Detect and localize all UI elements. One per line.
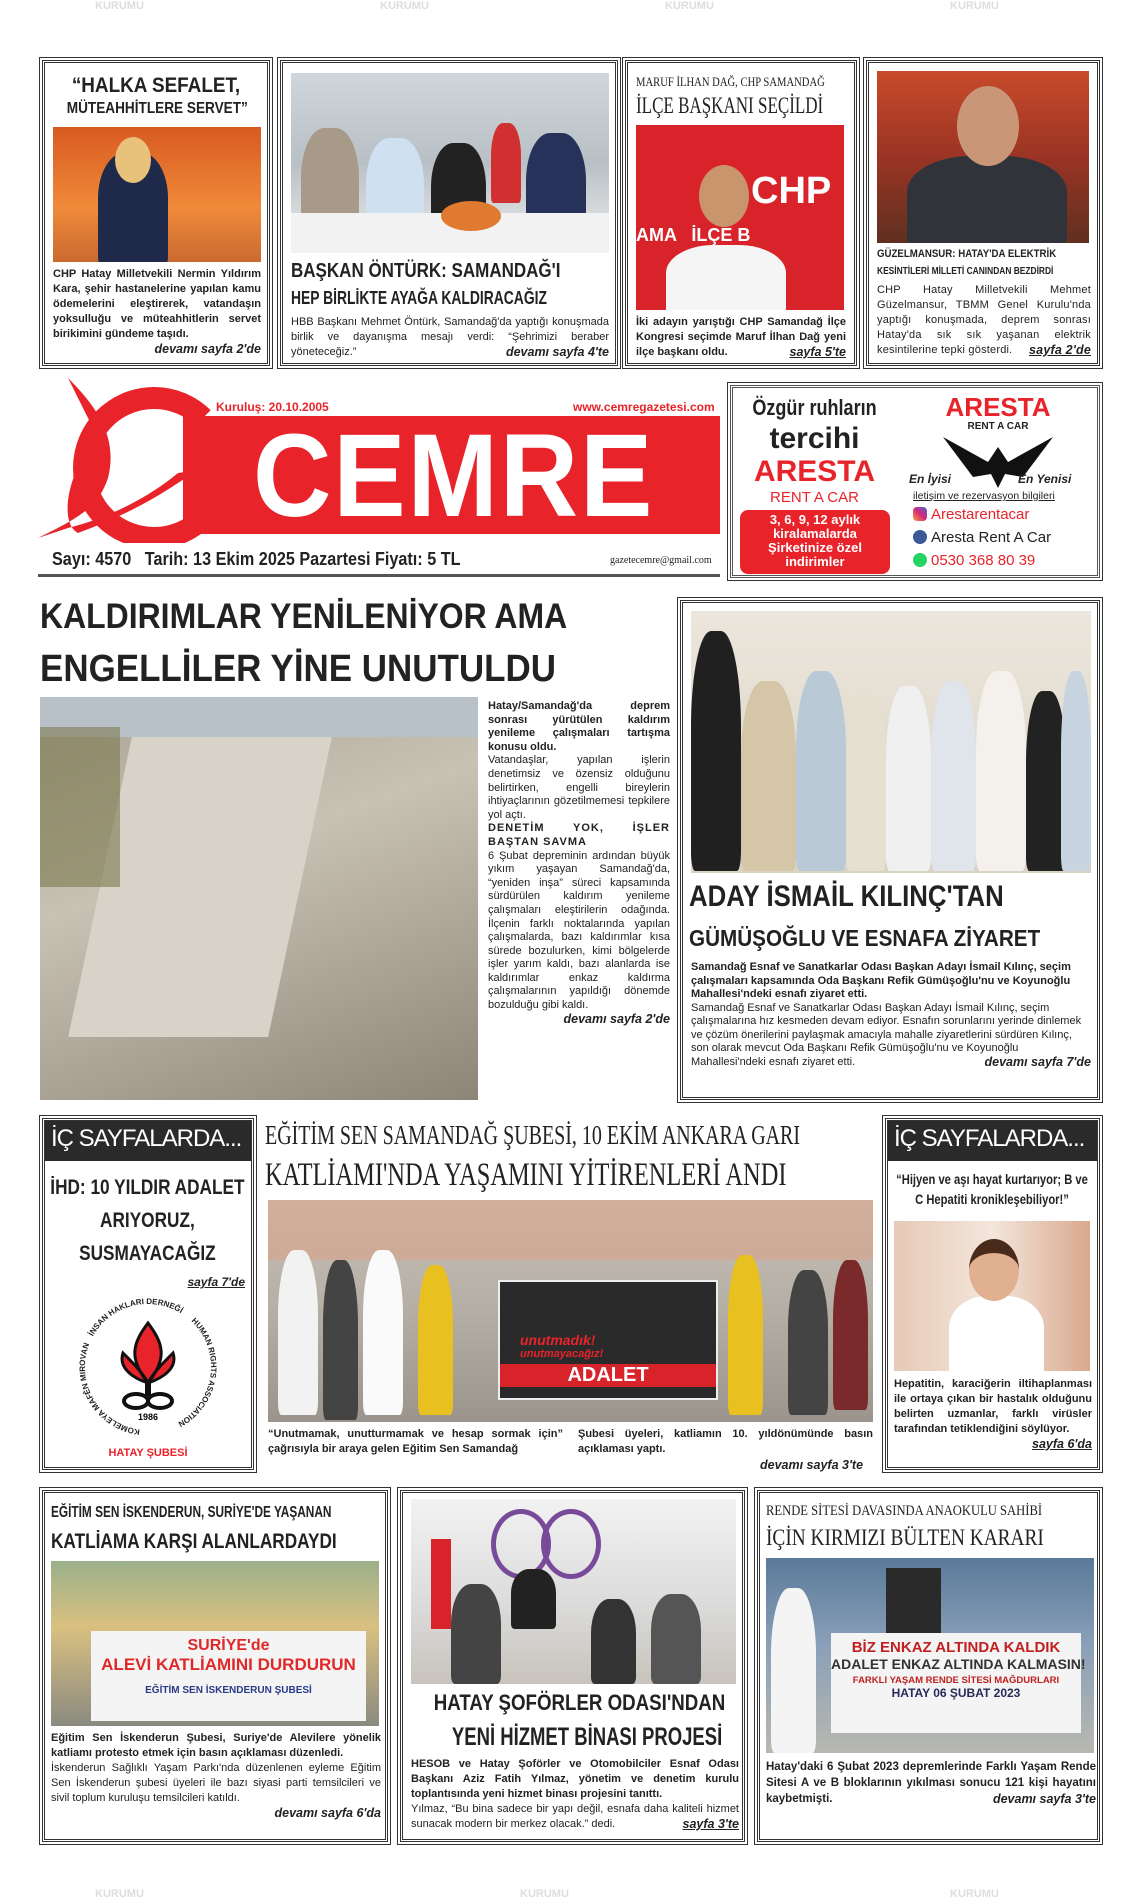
continue-link[interactable]: devamı sayfa 7'de <box>984 1054 1091 1069</box>
continue-link[interactable]: devamı sayfa 6'da <box>274 1806 381 1820</box>
story-body: HBB Başkanı Mehmet Öntürk, Samandağ'da yaptığı konuşmada birlik ve dayanışma mesajı verdi: “Şehrimizi beraber yöneteceğiz.” <box>291 316 609 358</box>
photo-egitim-sen-commemoration <box>268 1200 873 1422</box>
headline: KATLİAMA KARŞI ALANLARDAYDI <box>51 1530 337 1553</box>
ad-text: Özgür ruhların <box>752 395 877 420</box>
headline: EĞİTİM SEN İSKENDERUN, SURİYE'DE YAŞANAN <box>51 1504 332 1521</box>
instagram-contact[interactable]: Arestarentacar <box>913 506 1029 523</box>
continue-link[interactable]: devamı sayfa 2'de <box>563 1011 670 1026</box>
story-rende-sitesi[interactable] <box>757 1490 1100 1842</box>
lead-paragraph: Hatay/Samandağ'da deprem sonrası yürütülen kaldırım yenileme çalışmaları tartışma konusu oldu. <box>488 700 670 753</box>
photo-sidewalk <box>40 697 478 1100</box>
ad-offer: 3, 6, 9, 12 aylık kiralamalarda Şirketinize özel indirimler <box>740 510 890 574</box>
continue-link[interactable]: devamı sayfa 2'de <box>154 342 261 356</box>
headline: “HALKA SEFALET, <box>71 74 241 97</box>
ad-brand: ARESTA <box>753 455 876 488</box>
kicker: MARUF İLHAN DAĞ, CHP SAMANDAĞ <box>636 75 825 89</box>
continue-link[interactable]: devamı sayfa 3'te <box>760 1458 864 1472</box>
ihd-logo-left-text: KOMELEYA MAFÊN MIROVAN <box>77 1341 141 1437</box>
headline: İHD: 10 YILDIR ADALET ARIYORUZ, SUSMAYACAĞIZ <box>50 1176 245 1265</box>
headline: YENİ HİZMET BİNASI PROJESİ <box>451 1723 723 1751</box>
facebook-icon <box>913 530 927 544</box>
story-egitim-sen-iskenderun[interactable] <box>42 1490 388 1842</box>
headline: ADAY İSMAİL KILINÇ'TAN <box>689 880 1004 913</box>
headline: İÇİN KIRMIZI BÜLTEN KARARI <box>766 1525 1044 1550</box>
photo-protest-syria: SURİYE'de ALEVİ KATLİAMINI DURDURUN EĞİTİM SEN İSKENDERUN ŞUBESİ <box>51 1561 379 1726</box>
newspaper-name: CEMRE <box>253 410 655 542</box>
continue-link[interactable]: sayfa 3'te <box>682 1817 739 1831</box>
ad-sub: RENT A CAR <box>770 489 859 506</box>
svg-text:İNSAN HAKLARI DERNEĞİ <box>87 1297 185 1338</box>
photo-rende-protest: BİZ ENKAZ ALTINDA KALDIK ADALET ENKAZ ALTINDA KALMASIN! FARKLI YAŞAM RENDE SİTESİ MAĞDURLARI HATAY 06 ŞUBAT 2023 <box>766 1558 1094 1753</box>
main-headline: ENGELLİLER YİNE UNUTULDU <box>40 648 557 690</box>
ihd-branch: HATAY ŞUBESİ <box>108 1447 188 1459</box>
whatsapp-icon <box>913 553 927 567</box>
paragraph: Vatandaşlar, yapılan işlerin denetimsiz ve özensiz olduğunu belirtirken, engelli bireylerin ihtiyaçlarının gözetilmemesi tepkilere yol açtı. <box>488 754 670 821</box>
story-soforler-odasi[interactable] <box>400 1490 745 1842</box>
headline: EĞİTİM SEN SAMANDAĞ ŞUBESİ, 10 EKİM ANKARA GARI <box>265 1120 801 1150</box>
photo-visit-group <box>691 611 1091 873</box>
photo-chp-chair: CHP AMA İLÇE B <box>636 125 844 310</box>
svg-text:KOMELEYA MAFÊN MIROVAN <box>78 1341 141 1436</box>
photo-office-meeting <box>411 1499 736 1684</box>
continue-link[interactable]: sayfa 5'te <box>789 345 846 359</box>
watermark: KURUMU <box>380 0 429 12</box>
masthead <box>38 378 720 578</box>
main-headline: KALDIRIMLAR YENİLENİYOR AMA <box>40 596 568 636</box>
founded-date: Kuruluş: 20.10.2005 <box>216 400 329 414</box>
banner-adalet: unutmadık! unutmayacağız! ADALET <box>498 1280 718 1400</box>
facebook-contact[interactable]: Aresta Rent A Car <box>913 529 1051 546</box>
headline: İLÇE BAŞKANI SEÇİLDİ <box>636 93 824 118</box>
continue-link[interactable]: sayfa 7'de <box>187 1275 245 1289</box>
story-ismail-kilinc[interactable] <box>680 600 1100 1100</box>
ihd-logo-top-text: İNSAN HAKLARI DERNEĞİ <box>86 1296 185 1338</box>
story-body: CHP Hatay Milletvekili Mehmet Güzelmansur, TBMM Genel Kurulu'nda yaptığı konuşmada, deprem sonrası Hatay'da sık sık yaşanan elektrik kesintilerine tepki gösterdi. <box>877 284 1091 356</box>
lead-paragraph: HESOB ve Hatay Şoförler ve Otomobilciler Esnaf Odası Başkanı Aziz Fatih Yılmaz, yönetim ve denetim kurulu toplantısında yeni hizmet binası projesini tanıttı. <box>411 1758 739 1800</box>
story-body: Hepatitin, karaciğerin iltihaplanması ile ortaya çıkan bir hastalık olduğunu belirten uzmanlar, farklı virüsler tarafından tetiklendiğini söylüyor. <box>894 1378 1092 1435</box>
headline: BAŞKAN ÖNTÜRK: SAMANDAĞ'I <box>291 260 561 282</box>
subheading: DENETİM YOK, İŞLER BAŞTAN SAVMA <box>488 822 670 848</box>
story-body: Samandağ Esnaf ve Sanatkarlar Odası Başkan Adayı İsmail Kılınç, seçim çalışmalarına hız kesmeden devam ediyor. Esnafın sorunlarını yerinde dinlemek ve çözüm önerilerini paylaşmak amacıyla mahalle ziyaretlerini sürdüren Kılınç, son olarak mevcut Oda Başkanı Refik Gümüşoğlu'nu ve Koyunoğlu Mahallesi'ndeki esnafı ziyaret etti. <box>691 1001 1082 1068</box>
photo-mp-guzelmansur <box>877 71 1089 243</box>
story-body: Yılmaz, “Bu bina sadece bir yapı değil, esnafa daha kaliteli hizmet sunacak modern bir merkez olacak.” dedi. <box>411 1803 739 1830</box>
ad-logo: ARESTA <box>945 392 1051 422</box>
ad-aresta-rent-a-car[interactable] <box>730 385 1100 578</box>
paragraph: 6 Şubat depreminin ardından büyük yıkım yaşayan Samandağ'da, “yeniden inşa” süreci kapsamında sürdürülen kaldırım yenileme çalışmaları eleştirilerin odağında. İlçenin farklı noktalarında yapılan çalışmalarda, bazı kaldırımlar kısa sürede bozulurken, kimi bölgelerde işler yarım kaldı, bazı alanlarda ise kaldırımlar enkaz kaldırma çalışmalarının yapıldığı dönemde bozulduğu gibi kaldı. <box>488 849 670 1012</box>
ad-text: tercihi <box>769 422 860 455</box>
story-maruf-ilhan-dag[interactable] <box>625 60 857 366</box>
headline: HEP BİRLİKTE AYAĞA KALDIRACAĞIZ <box>291 287 547 308</box>
watermark: KURUMU <box>665 0 714 12</box>
ad-logo-sub: RENT A CAR <box>967 421 1029 432</box>
headline: HATAY ŞOFÖRLER ODASI'NDAN <box>433 1690 726 1715</box>
headline: GÜZELMANSUR: HATAY'DA ELEKTRİK <box>877 248 1057 260</box>
instagram-icon <box>913 507 927 521</box>
photo-mp-parliament <box>53 127 261 262</box>
watermark: KURUMU <box>950 1888 999 1900</box>
watermark: KURUMU <box>950 0 999 12</box>
continue-link[interactable]: sayfa 2'de <box>1029 343 1091 357</box>
story-body: Şubesi üyeleri, katliamın 10. yıldönümünde basın açıklaması yaptı. <box>578 1428 873 1455</box>
phone-contact[interactable]: 0530 368 80 39 <box>913 552 1035 569</box>
headline: KATLİAMI'NDA YAŞAMINI YİTİRENLERİ ANDI <box>265 1157 787 1193</box>
slogan: En Yenisi <box>1018 472 1072 486</box>
inside-pages-ihd[interactable] <box>42 1118 254 1470</box>
headline: “Hijyen ve aşı hayat kurtarıyor; B ve C Hepatiti kronikleşebiliyor!” <box>896 1171 1088 1207</box>
headline: RENDE SİTESİ DAVASINDA ANAOKULU SAHİBİ <box>766 1503 1043 1519</box>
svg-text:1986: 1986 <box>137 1412 159 1422</box>
story-body: CHP Hatay Milletvekili Nermin Yıldırım Kara, şehir hastanelerine yapılan kamu ödemelerini eleştirerek, vatandaşın yoksulluğu ve müteahhitlerin servet birikimini gündeme taşıdı. <box>53 268 261 340</box>
inside-pages-label: İÇ SAYFALARDA... <box>888 1121 1097 1161</box>
issue-line: Sayı: 4570 Tarih: 13 Ekim 2025 Pazartesi Fiyatı: 5 TL <box>52 549 461 569</box>
continue-link[interactable]: sayfa 6'da <box>1032 1437 1092 1451</box>
slogan: En İyisi <box>909 472 952 486</box>
lead-paragraph: Samandağ Esnaf ve Sanatkarlar Odası Başkan Adayı İsmail Kılınç, seçim çalışmaları kapsamında Oda Başkanı Refik Gümüşoğlu'nu ve Koyunoğlu Mahallesi'ndeki esnafı ziyaret etti. <box>691 961 1071 1000</box>
headline: GÜMÜŞOĞLU VE ESNAFA ZİYARET <box>689 925 1041 951</box>
inside-pages-label: İÇ SAYFALARDA... <box>45 1121 251 1161</box>
photo-meeting <box>291 73 609 253</box>
story-body: İki adayın yarıştığı CHP Samandağ İlçe Kongresi seçimde Maruf İlhan Dağ yeni ilçe başkanı oldu. <box>636 316 846 358</box>
watermark: KURUMU <box>520 1888 569 1900</box>
email[interactable]: gazetecemre@gmail.com <box>610 555 712 566</box>
story-body: İskenderun Sağlıklı Yaşam Parkı'nda düzenlenen eyleme Eğitim Sen İskenderun şubesi üyeleri ile bazı siyasi parti temsilcileri ve sivil toplum kuruluşu temsilcileri katıldı. <box>51 1762 381 1804</box>
story-body: Hatay'daki 6 Şubat 2023 depremlerinde Farklı Yaşam Rende Sitesi A ve B bloklarının yıkılması sonucu 121 kişi hayatını kaybetmişti. <box>766 1761 1096 1805</box>
svg-text:HUMAN RIGHTS ASSOCIATION <box>177 1316 219 1429</box>
photo-doctor <box>894 1221 1090 1371</box>
watermark: KURUMU <box>95 0 144 12</box>
inside-pages-hepatitis[interactable] <box>885 1118 1100 1470</box>
website-link[interactable]: www.cemregazetesi.com <box>573 400 715 414</box>
continue-link[interactable]: devamı sayfa 3'te <box>992 1792 1096 1806</box>
headline: MÜTEAHHİTLERE SERVET” <box>66 100 248 117</box>
ihd-logo-right-text: HUMAN RIGHTS ASSOCIATION <box>176 1316 219 1429</box>
contact-title: iletişim ve rezervasyon bilgileri <box>913 490 1055 502</box>
watermark: KURUMU <box>95 1888 144 1900</box>
ihd-logo-icon <box>68 1291 228 1443</box>
story-halka-sefalet[interactable] <box>42 60 270 366</box>
story-guzelmansur[interactable] <box>866 60 1100 366</box>
story-onturk[interactable] <box>280 60 618 366</box>
lead-paragraph: Eğitim Sen İskenderun Şubesi, Suriye'de Alevilere yönelik katliamı protesto etmek için basın açıklaması düzenledi. <box>51 1732 381 1759</box>
continue-link[interactable]: devamı sayfa 4'te <box>505 345 609 359</box>
story-body: “Unutmamak, unutturmamak ve hesap sormak için” çağrısıyla bir araya gelen Eğitim Sen Samandağ <box>268 1428 563 1455</box>
headline: KESİNTİLERİ MİLLETİ CANINDAN BEZDİRDİ <box>877 265 1054 277</box>
